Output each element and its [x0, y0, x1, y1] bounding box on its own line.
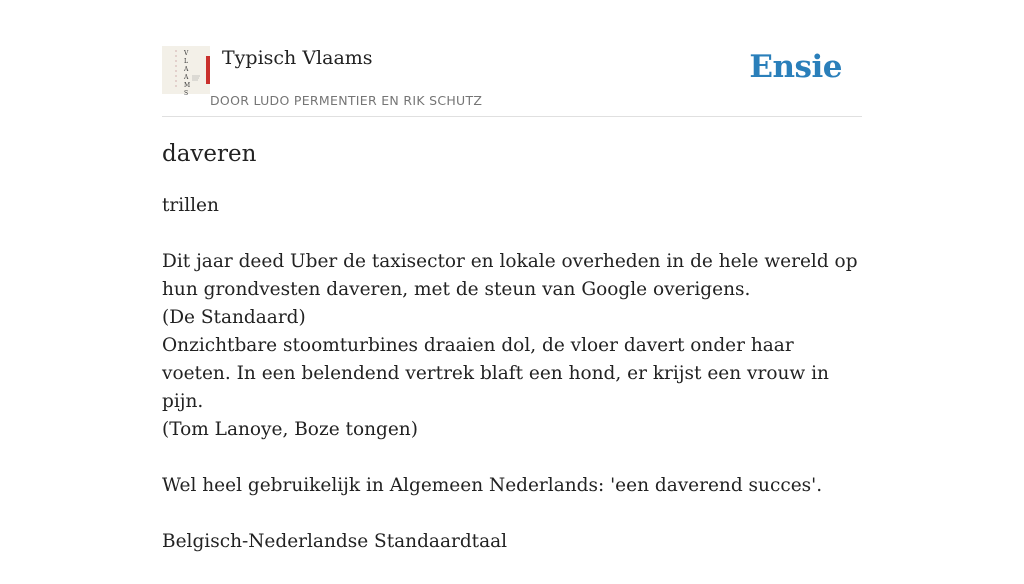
language-label: Belgisch-Nederlandse Standaardtaal	[162, 531, 508, 552]
avatar-letter-m: M	[184, 82, 191, 89]
avatar-letter-a1: A	[184, 66, 189, 73]
entry-headword: daveren	[162, 141, 257, 167]
book-cover-image	[162, 46, 210, 97]
usage-note: Wel heel gebruikelijk in Algemeen Nederlands: 'een daverend succes'.	[162, 475, 823, 496]
avatar-letter-v: V	[184, 50, 189, 57]
example-quotes	[162, 248, 862, 444]
ensie-logo-link[interactable]: Ensie	[749, 49, 842, 85]
site-header	[162, 46, 862, 117]
avatar-letter-a2: A	[184, 74, 189, 81]
definition-text: trillen	[162, 195, 219, 216]
avatar-letter-s: S	[184, 90, 189, 97]
entry-definition	[162, 192, 862, 556]
book-title[interactable]: Typisch Vlaams	[222, 47, 373, 69]
book-authors: DOOR LUDO PERMENTIER EN RIK SCHUTZ	[210, 93, 483, 108]
avatar-letter-l: L	[184, 58, 188, 65]
quote-2-source: (Tom Lanoye, Boze tongen)	[162, 419, 418, 440]
dictionary-entry	[162, 138, 862, 584]
quote-1-text: Dit jaar deed Uber de taxisector en lokale overheden in de hele wereld op hun grondvesten daveren, met de steun van Google overigens.	[162, 251, 858, 300]
book-cover-avatar[interactable]	[162, 46, 210, 97]
quote-2-text: Onzichtbare stoomturbines draaien dol, de vloer davert onder haar voeten. In een belendend vertrek blaft een hond, er krijst een vrouw in pijn.	[162, 335, 829, 412]
quote-1-source: (De Standaard)	[162, 307, 306, 328]
